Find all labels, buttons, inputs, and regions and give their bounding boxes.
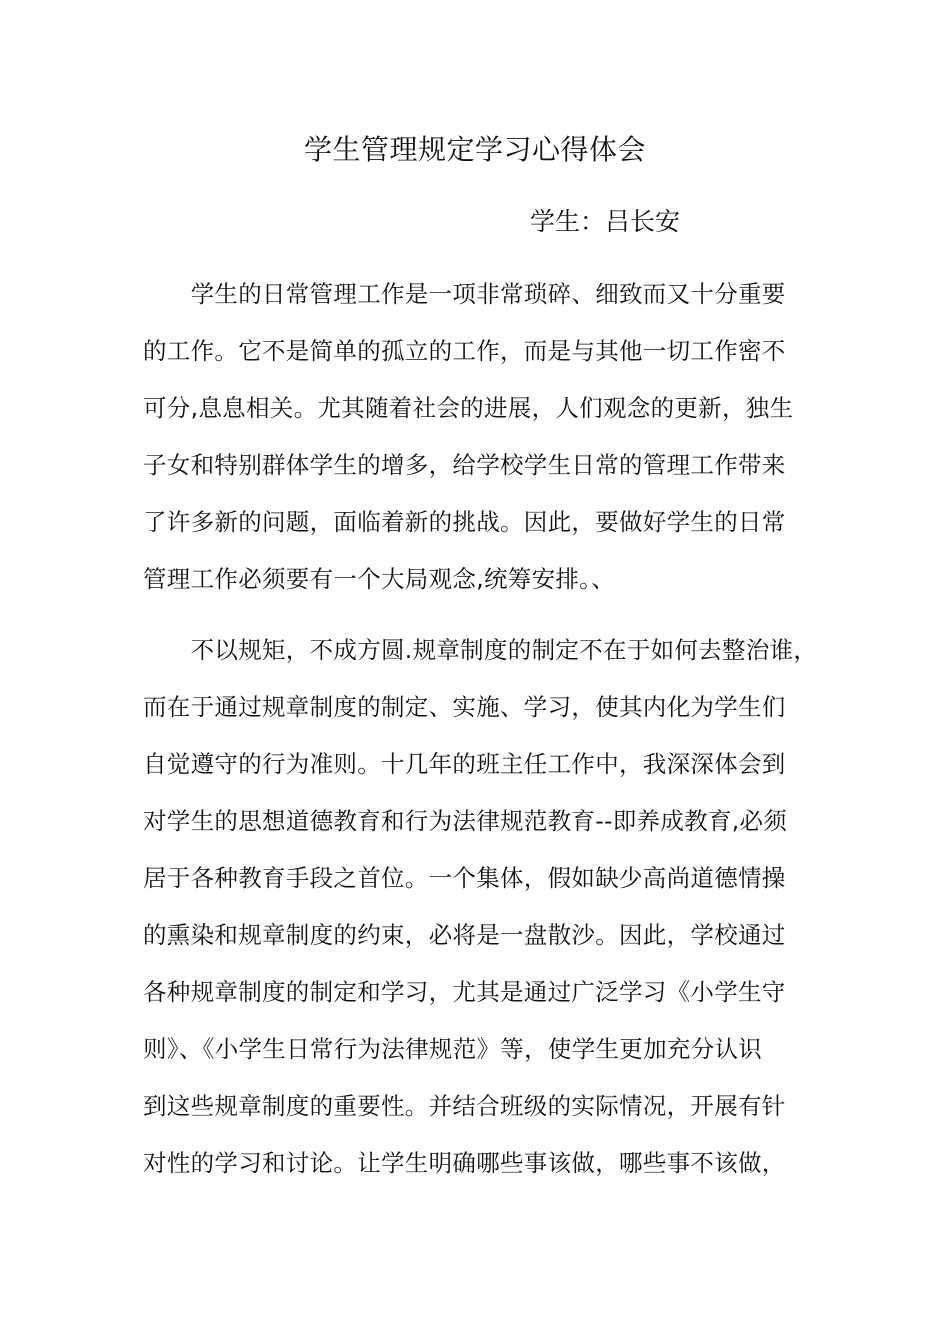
paragraph-2-line-3: 自觉遵守的行为准则。十几年的班主任工作中，我深深体会到 xyxy=(143,750,786,778)
paragraph-2-line-10: 对性的学习和讨论。让学生明确哪些事该做，哪些事不该做， xyxy=(143,1149,786,1177)
author-line: 学生：吕长安 xyxy=(530,207,681,236)
paragraph-1-line-2: 的工作。它不是简单的孤立的工作，而是与其他一切工作密不 xyxy=(143,337,786,365)
paragraph-2-line-5: 居于各种教育手段之首位。一个集体，假如缺少高尚道德情操 xyxy=(143,864,786,892)
paragraph-2-line-9: 到这些规章制度的重要性。并结合班级的实际情况，开展有针 xyxy=(143,1092,786,1120)
paragraph-1-line-1: 学生的日常管理工作是一项非常琐碎、细致而又十分重要 xyxy=(143,280,786,308)
paragraph-1-line-6: 管理工作必须要有一个大局观念,统筹安排。、 xyxy=(143,565,616,593)
paragraph-2-line-1: 不以规矩，不成方圆.规章制度的制定不在于如何去整治谁， xyxy=(143,636,818,664)
paragraph-1-line-3: 可分,息息相关。尤其随着社会的进展，人们观念的更新，独生 xyxy=(143,394,794,422)
paragraph-2-line-7: 各种规章制度的制定和学习，尤其是通过广泛学习《小学生守 xyxy=(143,978,786,1006)
paragraph-2-line-4: 对学生的思想道德教育和行为法律规范教育--即养成教育,必须 xyxy=(143,807,788,835)
document-title: 学生管理规定学习心得体会 xyxy=(303,133,646,166)
paragraph-2-line-6: 的熏染和规章制度的约束，必将是一盘散沙。因此，学校通过 xyxy=(143,921,786,949)
paragraph-2-line-8: 则》、《小学生日常行为法律规范》等，使学生更加充分认识 xyxy=(143,1035,763,1063)
paragraph-1-line-4: 子女和特别群体学生的增多，给学校学生日常的管理工作带来 xyxy=(143,451,786,479)
paragraph-1-line-5: 了许多新的问题，面临着新的挑战。因此，要做好学生的日常 xyxy=(143,508,786,536)
paragraph-2-line-2: 而在于通过规章制度的制定、实施、学习，使其内化为学生们 xyxy=(143,693,786,721)
